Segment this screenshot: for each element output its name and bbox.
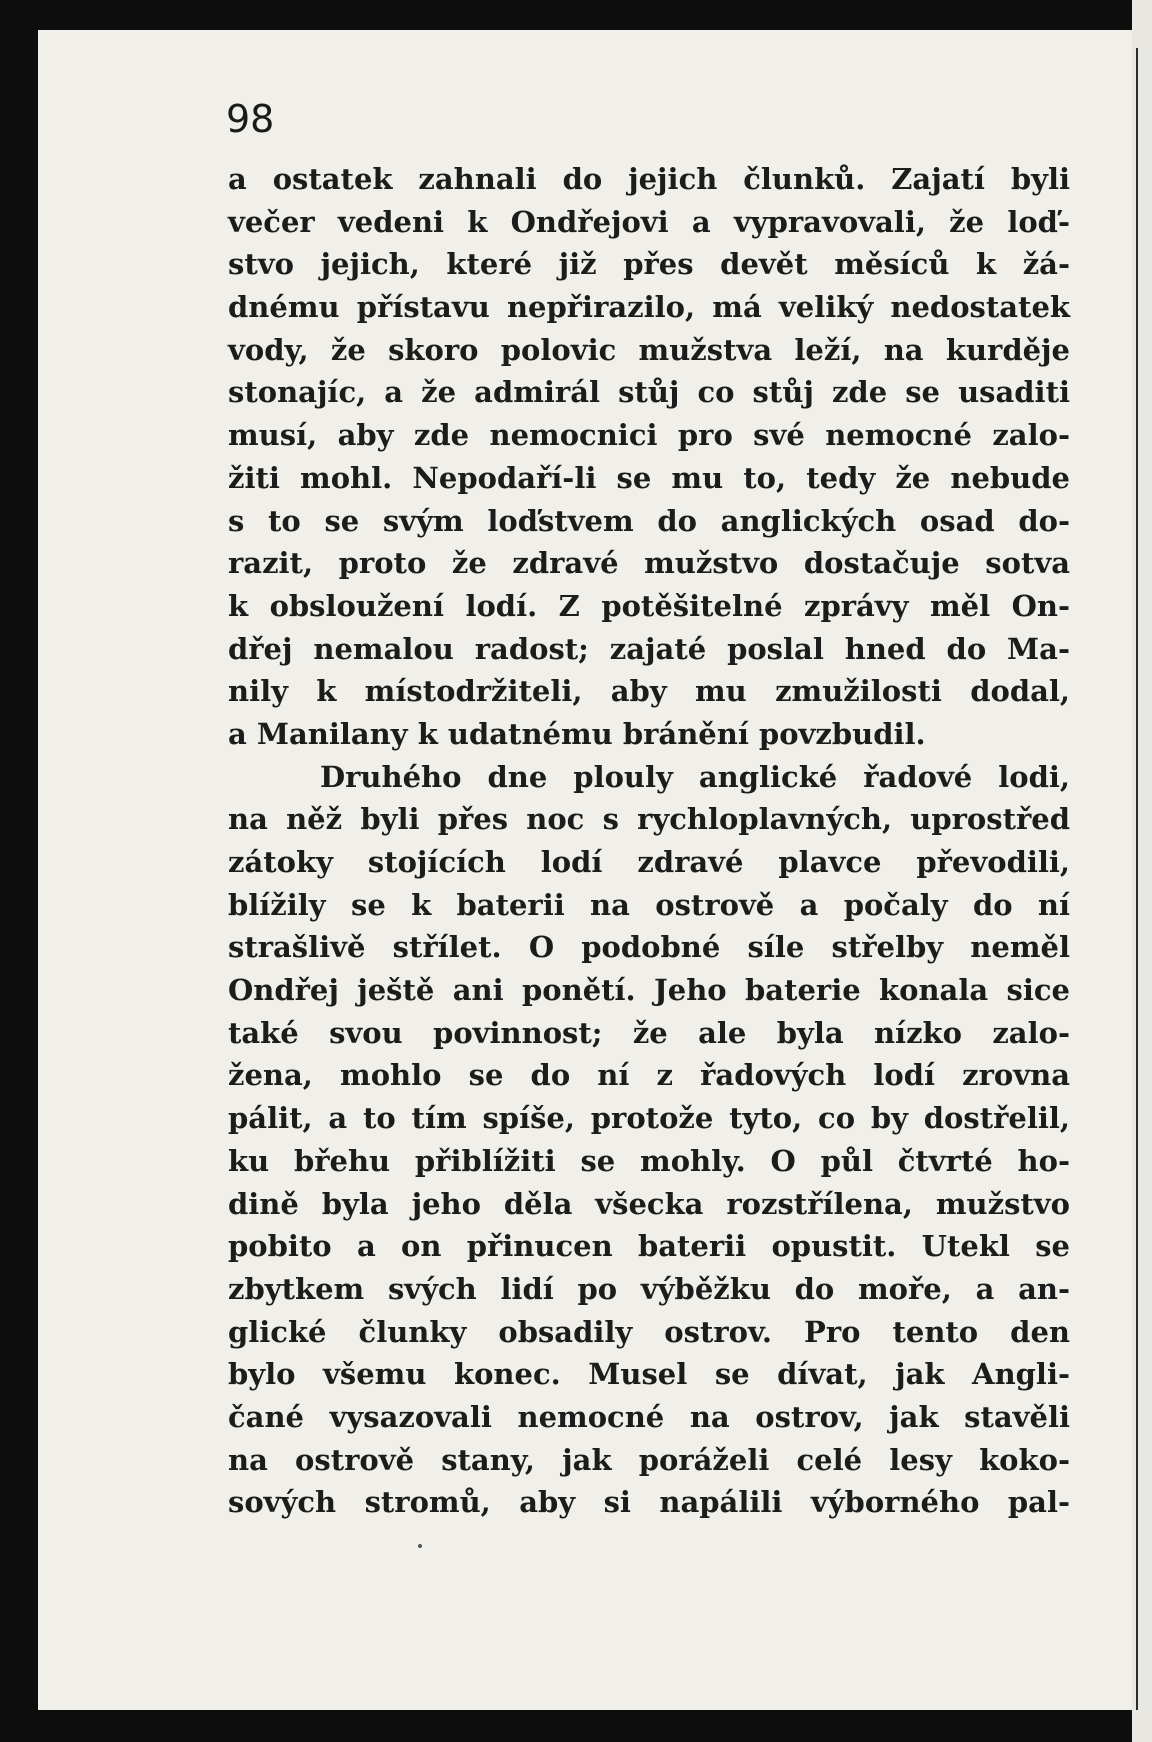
text-line: čané vysazovali nemocné na ostrov, jak stavěli: [228, 1399, 1070, 1434]
text-line: také svou povinnost; že ale byla nízko zalo-: [228, 1015, 1070, 1050]
text-line: dnému přístavu nepřirazilo, má veliký nedostatek: [228, 290, 1070, 325]
text-line: nily k místodržiteli, aby mu zmužilosti dodal,: [228, 674, 1070, 709]
text-line: Ondřej ještě ani ponětí. Jeho baterie konala sice: [228, 973, 1070, 1008]
text-line: ku břehu přiblížiti se mohly. O půl čtvrté ho-: [228, 1143, 1070, 1178]
paragraph-end-line: a Manilany k udatnému bránění povzbudil.: [228, 716, 926, 751]
text-line: večer vedeni k Ondřejovi a vypravovali, že loď-: [228, 204, 1070, 239]
text-line: bylo všemu konec. Musel se dívat, jak Angli-: [228, 1357, 1070, 1392]
text-line: pobito a on přinucen baterii opustit. Utekl se: [228, 1229, 1070, 1264]
text-line: glické člunky obsadily ostrov. Pro tento den: [228, 1314, 1070, 1349]
text-line: zbytkem svých lidí po výběžku do moře, a an-: [228, 1271, 1070, 1306]
text-line: žena, mohlo se do ní z řadových lodí zrovna: [228, 1058, 1070, 1093]
text-line: na něž byli přes noc s rychloplavných, uprostřed: [228, 802, 1070, 837]
text-line: zátoky stojících lodí zdravé plavce převodili,: [228, 845, 1070, 879]
text-line: s to se svým loďstvem do anglických osad do-: [228, 503, 1070, 538]
page-edge: [1132, 0, 1152, 1742]
paper-speck: [418, 1544, 422, 1548]
text-line: žiti mohl. Nepodaří-li se mu to, tedy že nebude: [228, 460, 1070, 495]
text-line: sových stromů, aby si napálili výborného pal-: [228, 1485, 1070, 1520]
body-text: [228, 158, 1070, 1524]
text-line: razit, proto že zdravé mužstvo dostačuje sotva: [228, 546, 1070, 581]
text-line: stonajíc, a že admirál stůj co stůj zde se usaditi: [228, 375, 1070, 410]
paragraph-start-line: Druhého dne plouly anglické řadové lodi,: [320, 759, 1070, 794]
text-line: strašlivě střílet. O podobné síle střelby neměl: [228, 930, 1070, 965]
text-line: dině byla jeho děla všecka rozstřílena, mužstvo: [228, 1186, 1070, 1221]
text-line: na ostrově stany, jak poráželi celé lesy koko-: [228, 1442, 1070, 1477]
text-line: dřej nemalou radost; zajaté poslal hned do Ma-: [228, 631, 1070, 666]
text-line: k obsloužení lodí. Z potěšitelné zprávy měl On-: [228, 588, 1070, 623]
page-number: 98: [226, 97, 275, 141]
text-line: blížily se k baterii na ostrově a počaly do ní: [228, 887, 1070, 922]
text-line: musí, aby zde nemocnici pro své nemocné zalo-: [228, 418, 1070, 453]
text-line: vody, že skoro polovic mužstva leží, na kurděje: [228, 332, 1070, 367]
text-line: stvo jejich, které již přes devět měsíců k žá-: [228, 247, 1070, 282]
binding-edge-line: [1136, 48, 1138, 1710]
text-line: a ostatek zahnali do jejich člunků. Zajatí byli: [228, 162, 1070, 196]
text-line: pálit, a to tím spíše, protože tyto, co by dostřelil,: [228, 1101, 1070, 1136]
